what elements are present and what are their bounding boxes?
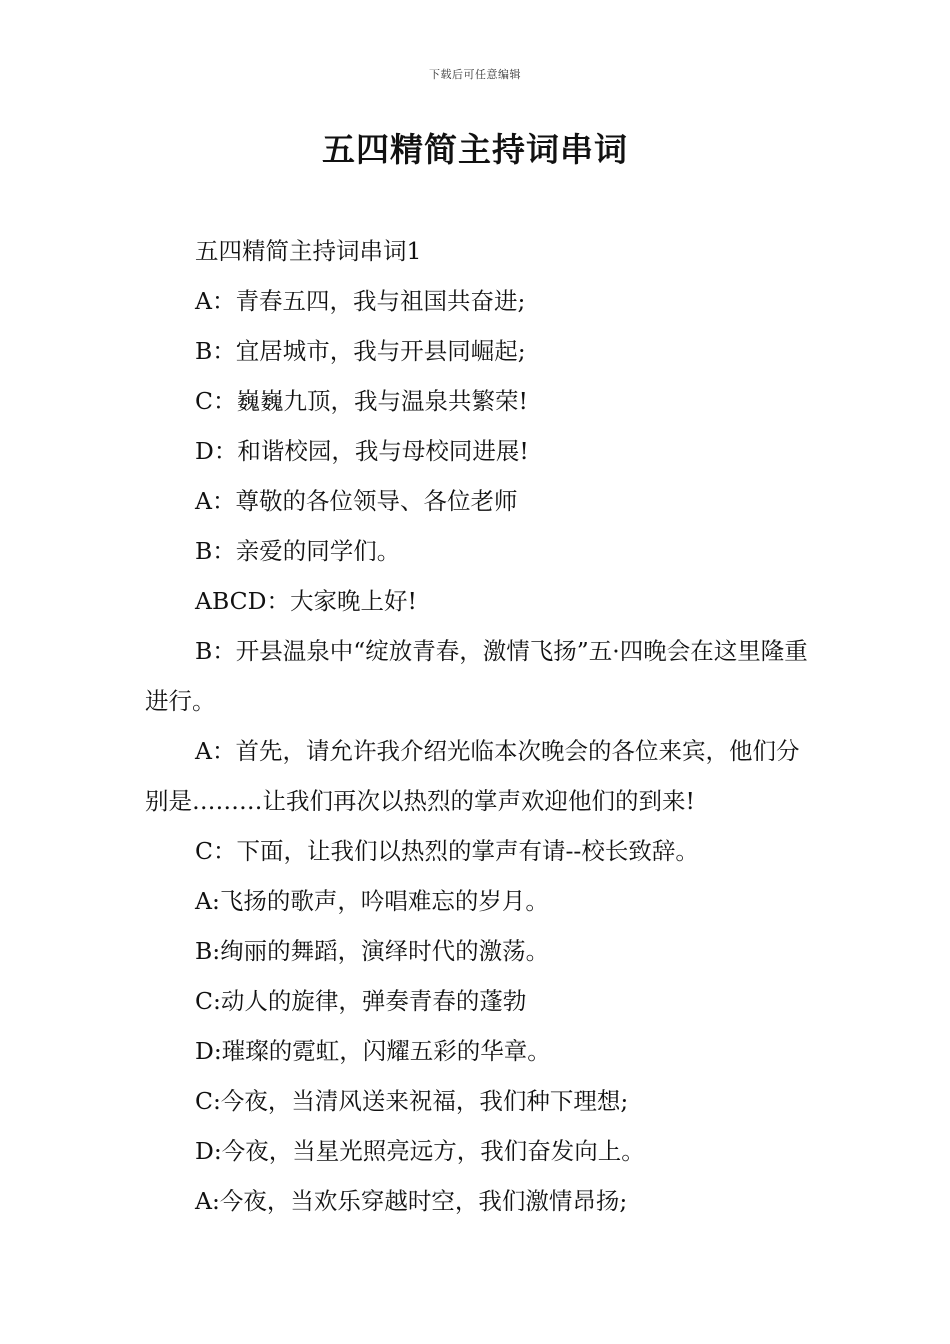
header-note: 下载后可任意编辑 [429,68,521,81]
paragraph: A：首先，请允许我介绍光临本次晚会的各位来宾，他们分别是………让我们再次以热烈的掌声欢迎他们的到来! [145,737,800,815]
document-body [145,226,810,1226]
paragraph: D:璀璨的霓虹，闪耀五彩的华章。 [195,1037,551,1065]
paragraph: ABCD：大家晚上好! [195,587,417,615]
page-title: 五四精简主持词串词 [322,130,628,169]
paragraph: B：亲爱的同学们。 [195,537,401,565]
paragraph: 五四精简主持词串词1 [195,237,422,265]
paragraph: D：和谐校园，我与母校同进展! [195,437,529,465]
paragraph: A：尊敬的各位领导、各位老师 [195,487,518,515]
paragraph: B:绚丽的舞蹈，演绎时代的激荡。 [195,937,550,965]
paragraph: A:飞扬的歌声，吟唱难忘的岁月。 [195,887,549,915]
paragraph: C：巍巍九顶，我与温泉共繁荣! [195,387,528,415]
paragraph: C:今夜，当清风送来祝福，我们种下理想; [195,1087,629,1115]
paragraph: B：开县温泉中“绽放青春，激情飞扬”五·四晚会在这里隆重进行。 [145,637,808,715]
paragraph: B：宜居城市，我与开县同崛起; [195,337,526,365]
paragraph: D:今夜，当星光照亮远方，我们奋发向上。 [195,1137,645,1165]
paragraph: C：下面，让我们以热烈的掌声有请--校长致辞。 [195,837,699,865]
paragraph: A：青春五四，我与祖国共奋进; [195,287,526,315]
paragraph: A:今夜，当欢乐穿越时空，我们激情昂扬; [195,1187,628,1215]
paragraph: C:动人的旋律，弹奏青春的蓬勃 [195,987,527,1015]
